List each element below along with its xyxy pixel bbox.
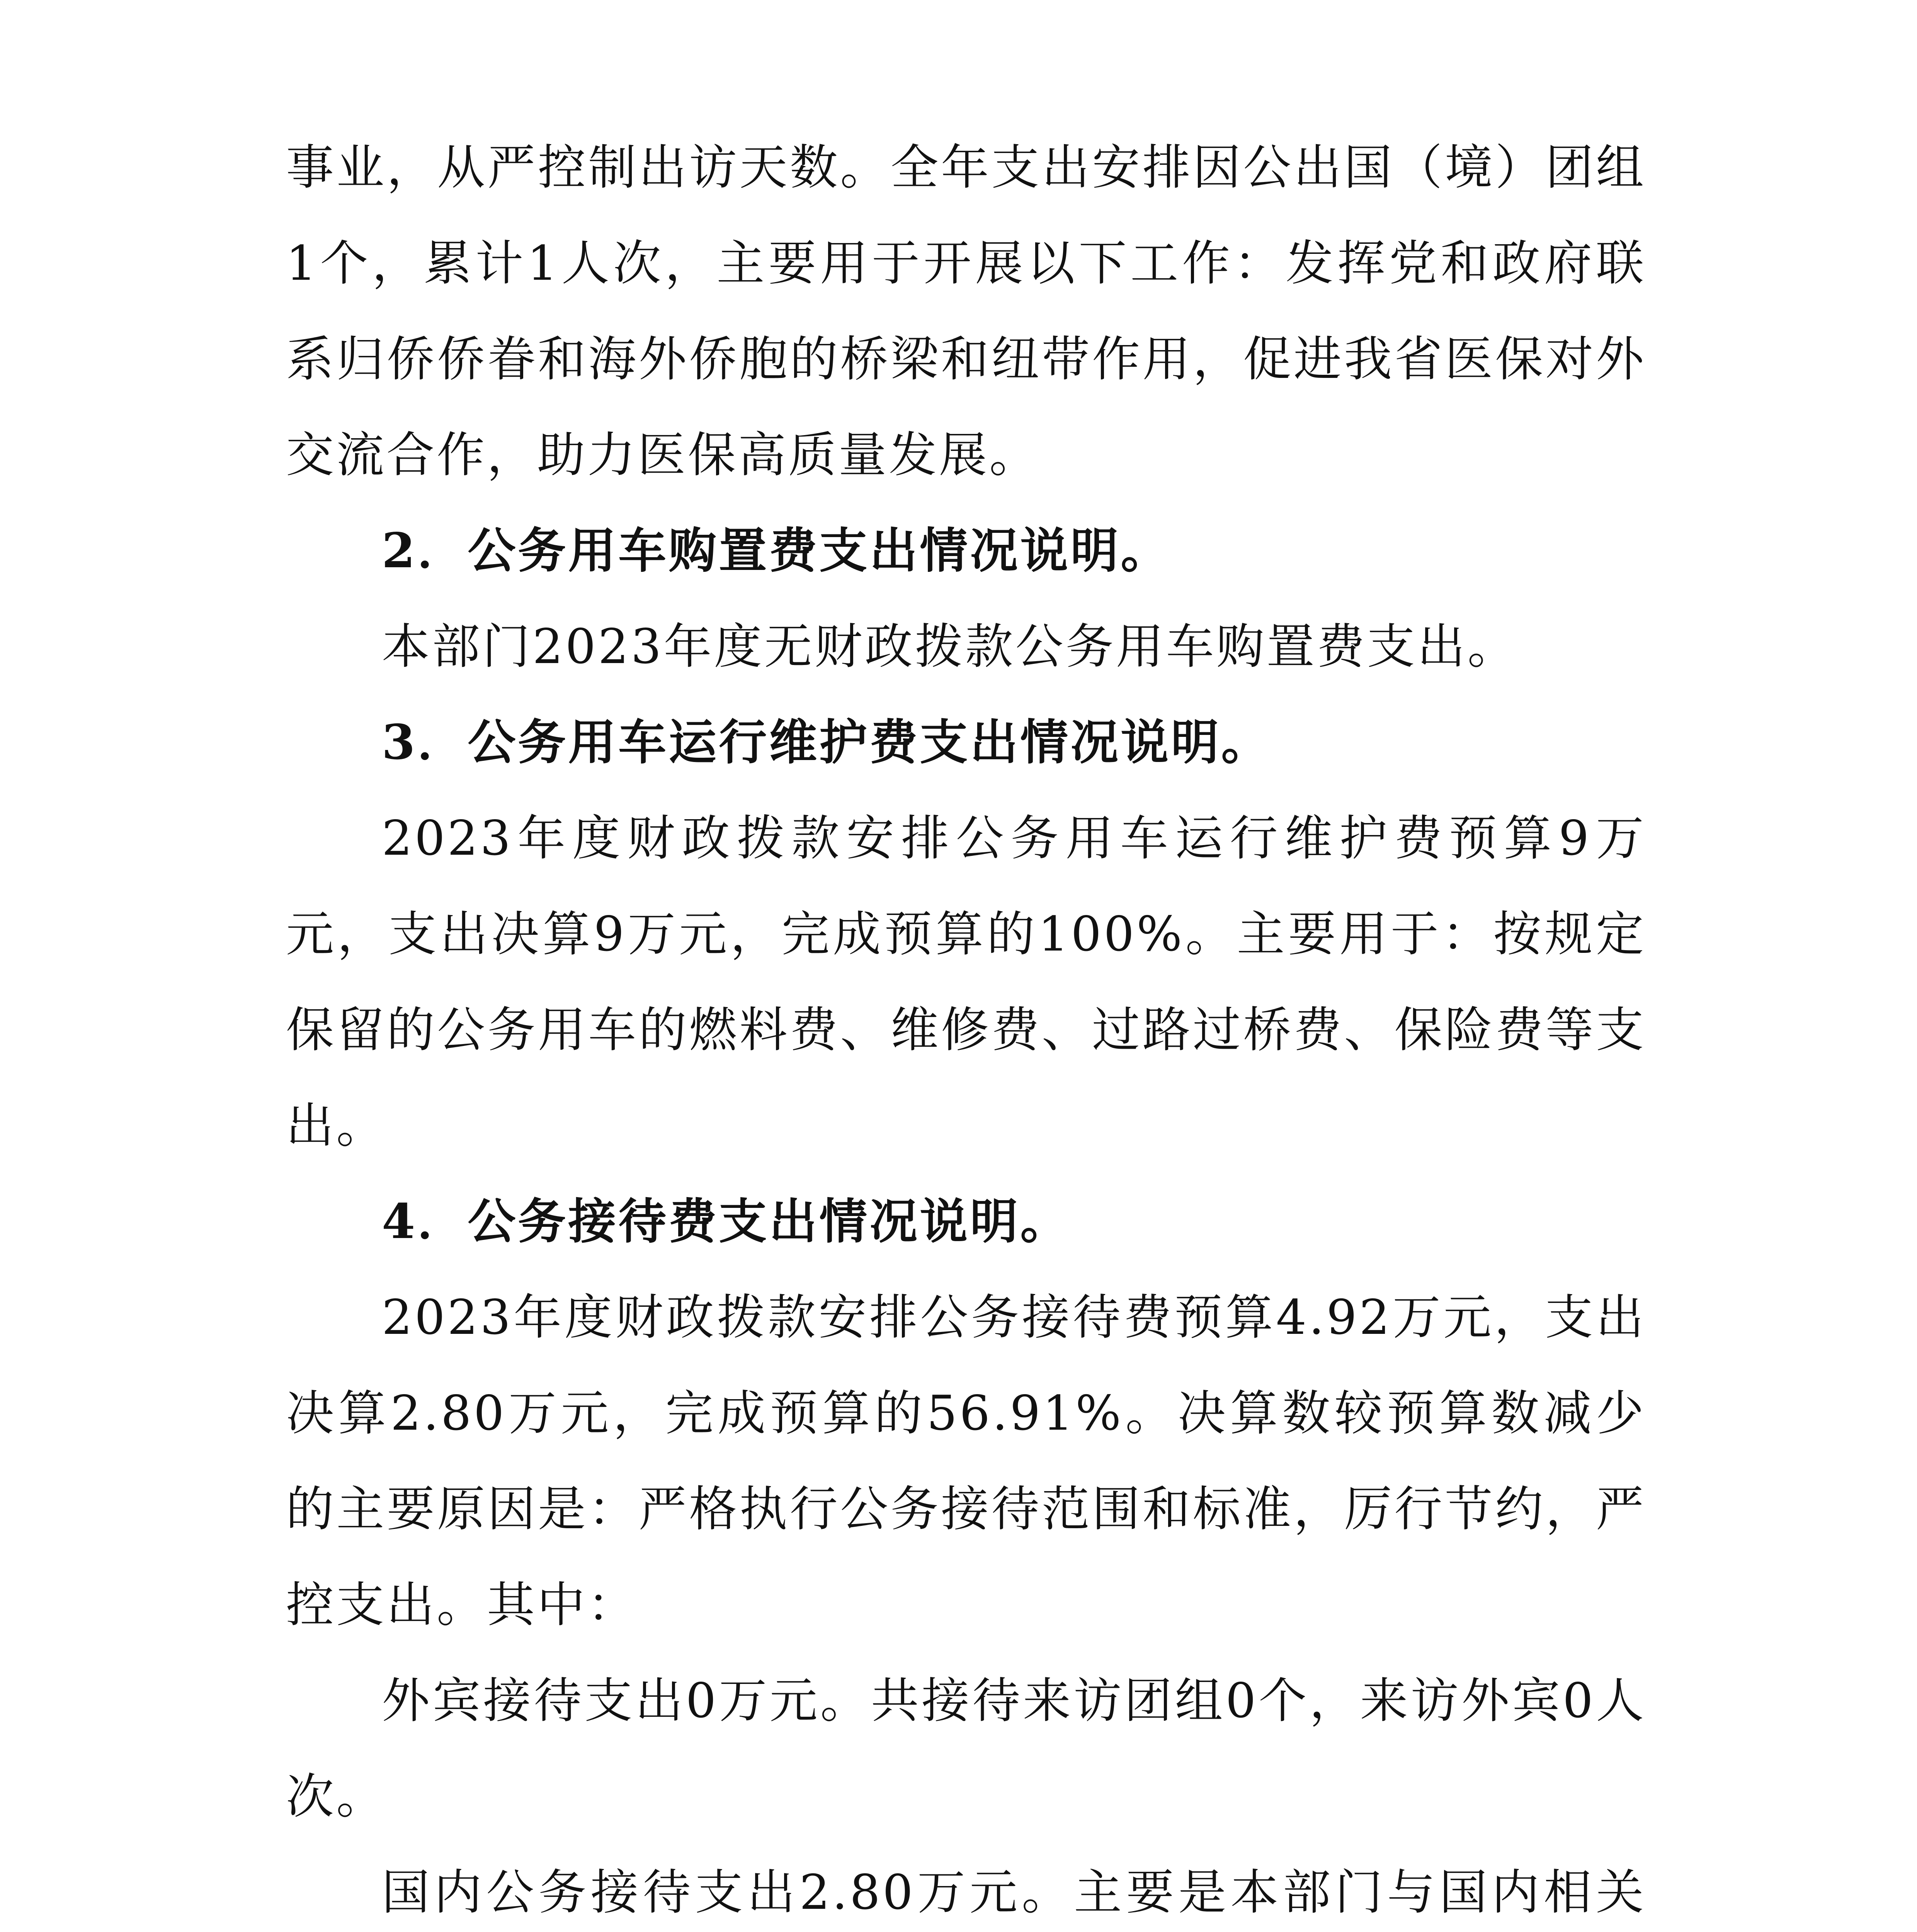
paragraph-official-reception: 2023年度财政拨款安排公务接待费预算4.92万元，支出决算2.80万元，完成预算的56.91%。决算数较预算数减少的主要原因是：严格执行公务接待范围和标准，厉行节约，严控支出。其中： xyxy=(286,1290,1646,1633)
document-body xyxy=(286,120,1646,1932)
paragraph-outbound-visits: 事业，从严控制出访天数。全年支出安排因公出国（境）团组1个，累计1人次，主要用于开展以下工作：发挥党和政府联系归侨侨眷和海外侨胞的桥梁和纽带作用，促进我省医保对外交流合作，助力医保高质量发展。 xyxy=(286,140,1646,483)
paragraph-domestic-reception: 国内公务接待支出2.80万元。主要是本部门与国内相关 xyxy=(382,1865,1646,1920)
heading-vehicle-purchase: 2．公务用车购置费支出情况说明。 xyxy=(382,523,1171,579)
paragraph-foreign-guests: 外宾接待支出0万元。共接待来访团组0个，来访外宾0人次。 xyxy=(286,1673,1646,1825)
heading-official-reception: 4．公务接待费支出情况说明。 xyxy=(382,1194,1071,1250)
paragraph-vehicle-purchase: 本部门2023年度无财政拨款公务用车购置费支出。 xyxy=(382,619,1518,675)
heading-vehicle-maintenance: 3．公务用车运行维护费支出情况说明。 xyxy=(382,714,1272,770)
paragraph-vehicle-maintenance: 2023年度财政拨款安排公务用车运行维护费预算9万元，支出决算9万元，完成预算的100%。主要用于：按规定保留的公务用车的燃料费、维修费、过路过桥费、保险费等支出。 xyxy=(286,811,1646,1154)
